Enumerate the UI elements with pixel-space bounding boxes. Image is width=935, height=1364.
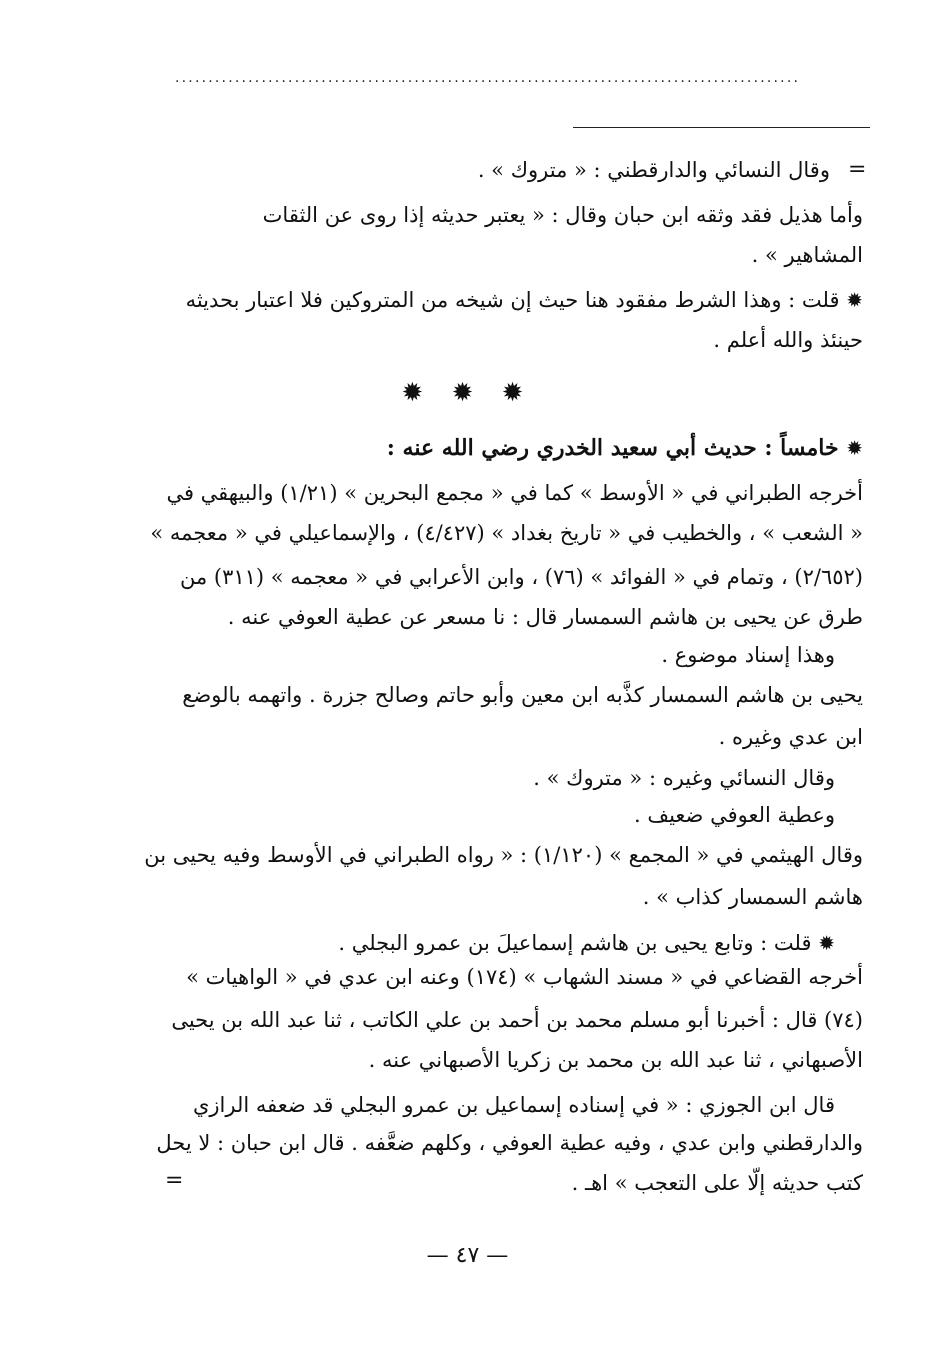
section-heading bbox=[387, 433, 863, 463]
footnote-rule bbox=[573, 127, 870, 128]
body-line3: (٢/٦٥٢) ، وتمام في « الفوائد » (٧٦) ، وابن الأعرابي في « معجمه » (٣١١) من bbox=[179, 565, 863, 589]
body-line10: وقال الهيثمي في « المجمع » (١/١٢٠) : « رواه الطبراني في الأوسط وفيه يحيى بن bbox=[144, 843, 863, 867]
section-heading-text: خامساً : حديث أبي سعيد الخدري رضي الله عنه : bbox=[386, 435, 839, 461]
body-line6: يحيى بن هاشم السمسار كذَّبه ابن معين وأبو حاتم وصالح جزرة . واتهمه بالوضع bbox=[182, 683, 863, 707]
note1-line1 bbox=[186, 285, 863, 315]
body-line7: ابن عدي وغيره . bbox=[718, 725, 863, 749]
body2-line4: قال ابن الجوزي : « في إسناده إسماعيل بن عمرو البجلي قد ضعفه الرازي bbox=[192, 1093, 835, 1117]
continuation-mark-bottom: = bbox=[165, 1168, 184, 1193]
body-line9: وعطية العوفي ضعيف . bbox=[634, 803, 835, 827]
body-line4: طرق عن يحيى بن هاشم السمسار قال : نا مسعر عن عطية العوفي عنه . bbox=[227, 605, 863, 629]
body2-line5: والدارقطني وابن عدي ، وفيه عطية العوفي ، وكلهم ضعَّفه . قال ابن حبان : لا يحل bbox=[156, 1131, 863, 1155]
paragraph1-line3: المشاهير » . bbox=[751, 243, 863, 267]
note1-text1: قلت : وهذا الشرط مفقود هنا حيث إن شيخه من المتروكين فلا اعتبار بحديثه bbox=[185, 288, 840, 312]
page-number: — ٤٧ — bbox=[426, 1243, 509, 1268]
dotted-separator: .............................................................................................. bbox=[175, 70, 801, 86]
body-line5: وهذا إسناد موضوع . bbox=[661, 643, 835, 667]
body2-line1: أخرجه القضاعي في « مسند الشهاب » (١٧٤) وعنه ابن عدي في « الواهيات » bbox=[186, 965, 863, 989]
body2-line6: كتب حديثه إلّا على التعجب » اهـ . bbox=[571, 1171, 863, 1195]
note1-line2: حينئذ والله أعلم . bbox=[713, 328, 863, 352]
section-separator-stars: ✹ ✹ ✹ bbox=[401, 378, 534, 408]
body2-line3: الأصبهاني ، ثنا عبد الله بن محمد بن زكريا الأصبهاني عنه . bbox=[368, 1048, 863, 1072]
body-line8: وقال النسائي وغيره : « متروك » . bbox=[533, 766, 835, 790]
asterisk-icon: ✹ bbox=[818, 931, 835, 955]
note2-line1 bbox=[338, 928, 835, 958]
continuation-mark-top: = bbox=[848, 157, 867, 182]
paragraph1-line1: وقال النسائي والدارقطني : « متروك » . bbox=[477, 158, 830, 182]
body-line2: « الشعب » ، والخطيب في « تاريخ بغداد » (٤/٤٢٧) ، والإسماعيلي في « معجمه » bbox=[150, 521, 863, 545]
paragraph1-line2: وأما هذيل فقد وثقه ابن حبان وقال : « يعتبر حديثه إذا روى عن الثقات bbox=[262, 203, 863, 227]
asterisk-icon: ✹ bbox=[846, 288, 863, 312]
body-line1: أخرجه الطبراني في « الأوسط » كما في « مجمع البحرين » (١/٢١) والبيهقي في bbox=[166, 481, 863, 505]
body2-line2: (٧٤) قال : أخبرنا أبو مسلم محمد بن أحمد بن علي الكاتب ، ثنا عبد الله بن يحيى bbox=[171, 1008, 863, 1032]
note2-text1: قلت : وتابع يحيى بن هاشم إسماعيلَ بن عمرو البجلي . bbox=[338, 931, 812, 955]
body-line11: هاشم السمسار كذاب » . bbox=[642, 885, 863, 909]
asterisk-icon: ✹ bbox=[846, 436, 863, 460]
